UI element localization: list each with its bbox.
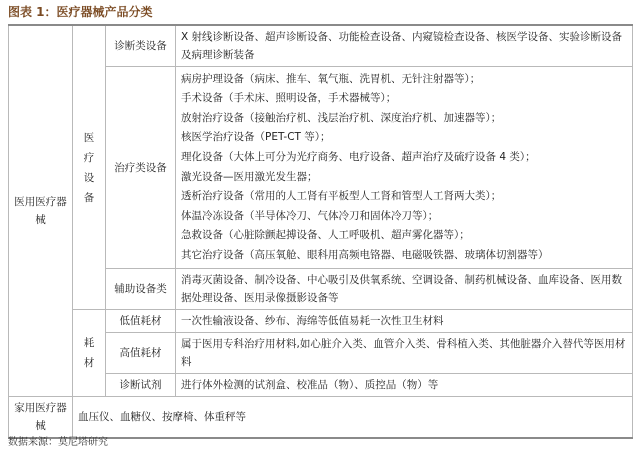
auxiliary-content-cell — [176, 269, 633, 310]
diagnostic-content-cell — [176, 25, 633, 67]
reagent-content: 进行体外检测的试剂盒、校准品（物）、质控品（物）等 — [181, 379, 439, 391]
high-value-label: 高值耗材 — [119, 347, 162, 359]
treatment-item: 体温冷冻设备（半导体冷刀、气体冷刀和固体冷刀等）； — [181, 209, 439, 222]
treatment-item: 透析治疗设备（常用的人工肾有平板型人工肾和管型人工肾两大类）； — [181, 190, 502, 203]
low-value-label: 低值耗材 — [119, 315, 162, 327]
low-value-content: 一次性输液设备、纱布、海绵等低值易耗一次性卫生材料 — [181, 315, 444, 327]
medical-devices-cell — [73, 25, 106, 310]
treatment-item: 理化设备（大体上可分为光疗商务、电疗设备、超声治疗及硫疗设备 4 类）； — [181, 150, 536, 163]
home-category-label: 家用医疗器械 — [14, 402, 67, 432]
treatment-item: 急救设备（心脏除颤起搏设备、人工呼吸机、超声雾化器等）； — [181, 229, 470, 242]
medical-category-label: 医用医疗器械 — [14, 196, 67, 226]
medical-category-cell — [9, 25, 73, 397]
auxiliary-label-cell — [106, 269, 176, 310]
high-value-label-cell — [106, 333, 176, 374]
home-content-cell — [73, 397, 633, 439]
auxiliary-content: 消毒灭菌设备、制冷设备、中心吸引及供氧系统、空调设备、制药机械设备、血库设备、医用数据处理设备、医用录像摄影设备等 — [181, 274, 622, 304]
treatment-item: 激光设备—医用激光发生器； — [181, 170, 318, 183]
diagnostic-label-cell — [106, 25, 176, 67]
low-value-content-cell — [176, 310, 633, 333]
diagnostic-content: X 射线诊断设备、超声诊断设备、功能检查设备、内窥镜检查设备、核医学设备、实验诊断设备及病理诊断装备 — [181, 31, 623, 61]
data-source: 数据来源：莫尼塔研究 — [8, 437, 108, 448]
home-category-cell — [9, 397, 73, 439]
home-content: 血压仪、血糖仪、按摩椅、体重秤等 — [78, 411, 246, 423]
treatment-item: 病房护理设备（病床、推车、氧气瓶、洗胃机、无针注射器等）； — [181, 72, 481, 85]
treatment-item: 放射治疗设备（接触治疗机、浅层治疗机、深度治疗机、加速器等）； — [181, 111, 502, 124]
reagent-content-cell — [176, 374, 633, 397]
medical-devices-label: 医疗设备 — [83, 131, 95, 204]
low-value-label-cell — [106, 310, 176, 333]
treatment-item: 核医学治疗设备（PET-CT 等）； — [181, 131, 331, 144]
diagnostic-label: 诊断类设备 — [114, 40, 167, 52]
reagent-label: 诊断试剂 — [119, 379, 162, 391]
consumables-cell — [73, 310, 106, 397]
high-value-content-cell — [176, 333, 633, 374]
treatment-content-cell — [176, 67, 633, 269]
treatment-label-cell — [106, 67, 176, 269]
auxiliary-label: 辅助设备类 — [114, 283, 167, 295]
consumables-label: 耗材 — [83, 337, 95, 369]
high-value-content: 属于医用专科治疗用材料,如心脏介入类、血管介入类、骨科植入类、其他脏器介入替代等医用材料 — [181, 338, 626, 368]
treatment-item: 手术设备（手术床、照明设备，手术器械等）； — [181, 92, 397, 105]
treatment-item: 其它治疗设备（高压氧舱、眼科用高频电铬器、电磁吸铁器、玻璃体切割器等） — [181, 248, 549, 261]
reagent-label-cell — [106, 374, 176, 397]
table-title: 图表 1：医疗器械产品分类 — [8, 5, 153, 19]
product-classification-table — [8, 24, 633, 439]
treatment-label: 治疗类设备 — [114, 161, 167, 174]
